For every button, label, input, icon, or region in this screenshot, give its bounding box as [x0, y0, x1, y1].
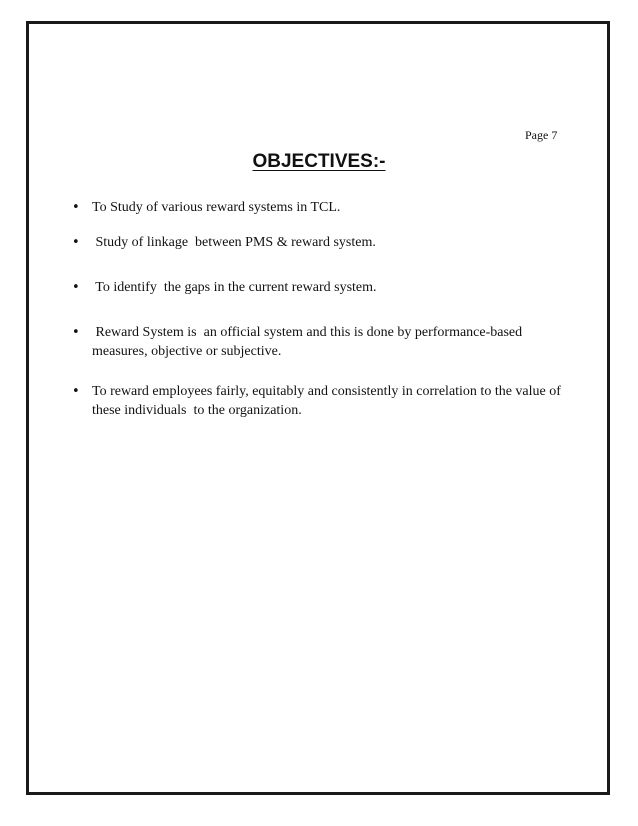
list-item [72, 278, 572, 297]
list-item-text: Reward System is an official system and this is done by performance-based measures, objective or subjective. [92, 325, 526, 359]
list-item [72, 382, 572, 420]
bullet-icon: • [72, 384, 80, 399]
list-item-text: To reward employees fairly, equitably and consistently in correlation to the value of these individuals to the organization. [92, 384, 565, 418]
page-title-text: OBJECTIVES:- [252, 151, 386, 172]
list-item [72, 198, 572, 217]
list-item-text: To Study of various reward systems in TCL. [92, 200, 341, 215]
list-item-text: Study of linkage between PMS & reward system. [92, 235, 376, 250]
page-number: Page 7 [525, 128, 558, 142]
list-item [72, 233, 572, 252]
bullet-icon: • [72, 200, 80, 215]
bullet-icon: • [72, 325, 80, 340]
list-item [72, 323, 572, 361]
bullet-icon: • [72, 235, 80, 250]
bullet-icon: • [72, 280, 80, 295]
page-title [0, 151, 638, 173]
list-item-text: To identify the gaps in the current reward system. [92, 280, 377, 295]
